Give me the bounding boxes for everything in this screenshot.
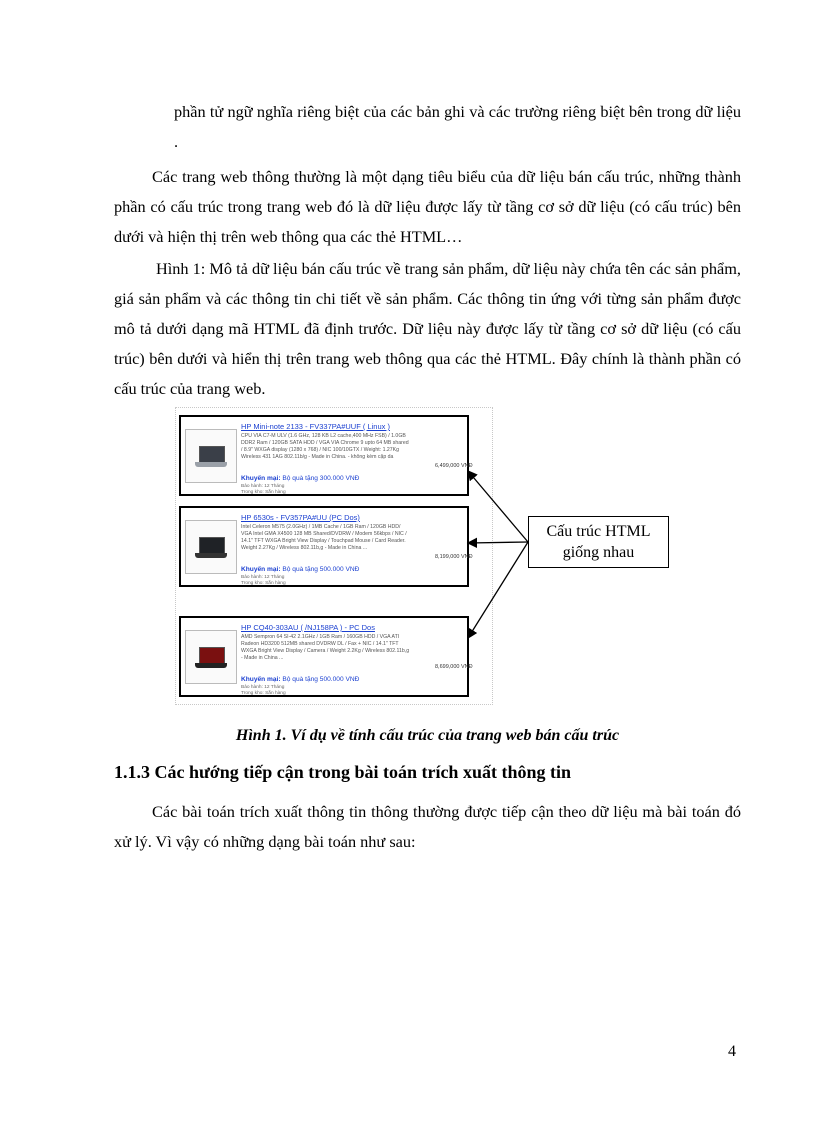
product-title: HP 6530s - FV357PA#UU (PC Dos) xyxy=(241,513,360,522)
product-title: HP Mini-note 2133 - FV337PA#UUF ( Linux ) xyxy=(241,422,390,431)
arrow-to-card-1 xyxy=(468,471,528,542)
product-description: AMD Sempron 64 SI-42 2.1GHz / 1GB Ram / 160GB HDD / VGA ATI Radeon HD3200 512MB shared DVDRW DL / Fax + NIC / 14.1" TFT WXGA Bright View Display / Camera / Weight 2.2Kg / Wireless 802.11b,g - Made in China ... xyxy=(241,634,410,661)
product-price: 8,699,000 VNĐ xyxy=(435,664,473,670)
arrow-to-card-2 xyxy=(468,542,528,543)
product-meta: Bảo hành: 12 Tháng Trong kho: Sẵn hàng xyxy=(241,484,286,495)
paragraph-web-pages: Các trang web thông thường là một dạng tiêu biểu của dữ liệu bán cấu trúc, những thành phần có cấu trúc trong trang web đó là dữ liệu được lấy từ tầng cơ sở dữ liệu (có cấu trúc) bên dưới và hiện thị trên web thông qua các thẻ HTML… xyxy=(114,167,741,246)
page-number: 4 xyxy=(728,1043,736,1060)
product-promo: Khuyến mại: Bộ quà tặng 500.000 VNĐ xyxy=(241,676,360,683)
paragraph-approaches: Các bài toán trích xuất thông tin thông thường được tiếp cận theo dữ liệu mà bài toán đó xử lý. Vì vậy có những dạng bài toán như sau: xyxy=(114,802,741,851)
product-promo: Khuyến mại: Bộ quà tặng 300.000 VNĐ xyxy=(241,475,360,482)
paragraph-continued: phần tử ngữ nghĩa riêng biệt của các bản ghi và các trường riêng biệt bên trong dữ liệu . xyxy=(174,102,741,151)
figure-caption: Hình 1. Ví dụ về tính cấu trúc của trang web bán cấu trúc xyxy=(235,727,620,744)
product-promo: Khuyến mại: Bộ quà tặng 500.000 VNĐ xyxy=(241,566,360,573)
paragraph-figure-description: Hình 1: Mô tả dữ liệu bán cấu trúc về trang sản phẩm, dữ liệu này chứa tên các sản phẩm, giá sản phẩm và các thông tin chi tiết về sản phẩm. Các thông tin ứng với từng sản phẩm được mô tả dưới dạng mã HTML đã định trước. Dữ liệu này được lấy từ tầng cơ sở dữ liệu (có cấu trúc) bên dưới và hiển thị trên trang web thông qua các thẻ HTML. Đây chính là thành phần có cấu trúc của trang web. xyxy=(114,259,741,398)
product-title: HP CQ40-303AU ( /NJ158PA ) - PC Dos xyxy=(241,623,375,632)
product-price: 8,199,000 VNĐ xyxy=(435,554,473,560)
product-description: Intel Celeron M575 (2.0GHz) / 1MB Cache / 1GB Ram / 120GB HDD/ VGA Intel GMA X4500 128 MB Shared/DVDRW / Modem 56kbps / NIC / 14.1" TFT WXGA Bright View Display / Touchpad Mouse / Card Reader. Weight 2.27Kg / Wireless 802.11b,g - Made in China ... xyxy=(241,524,407,551)
arrow-to-card-3 xyxy=(468,542,528,638)
section-heading: 1.1.3 Các hướng tiếp cận trong bài toán trích xuất thông tin xyxy=(114,762,571,782)
product-meta: Bảo hành: 12 Tháng Trong kho: Sẵn hàng xyxy=(241,575,286,586)
product-price: 6,499,000 VNĐ xyxy=(435,463,473,469)
product-meta: Bảo hành: 12 Tháng Trong kho: Sẵn hàng xyxy=(241,685,286,696)
callout-box: Cấu trúc HTML giống nhau xyxy=(528,516,669,568)
product-description: CPU VIA C7-M ULV (1.6 GHz, 128 KB L2 cache,400 MHz FSB) / 1.0GB DDR2 Ram / 120GB SATA HDD / VGA VIA Chrome 9 upto 64 MB shared / 8.9" WXGA display (1280 x 768) / NIC 100/10GTX / Weight: 1.27Kg Wireless 431 1AG 802.11b/g - Made in China. - không kèm cặp da xyxy=(241,433,409,460)
